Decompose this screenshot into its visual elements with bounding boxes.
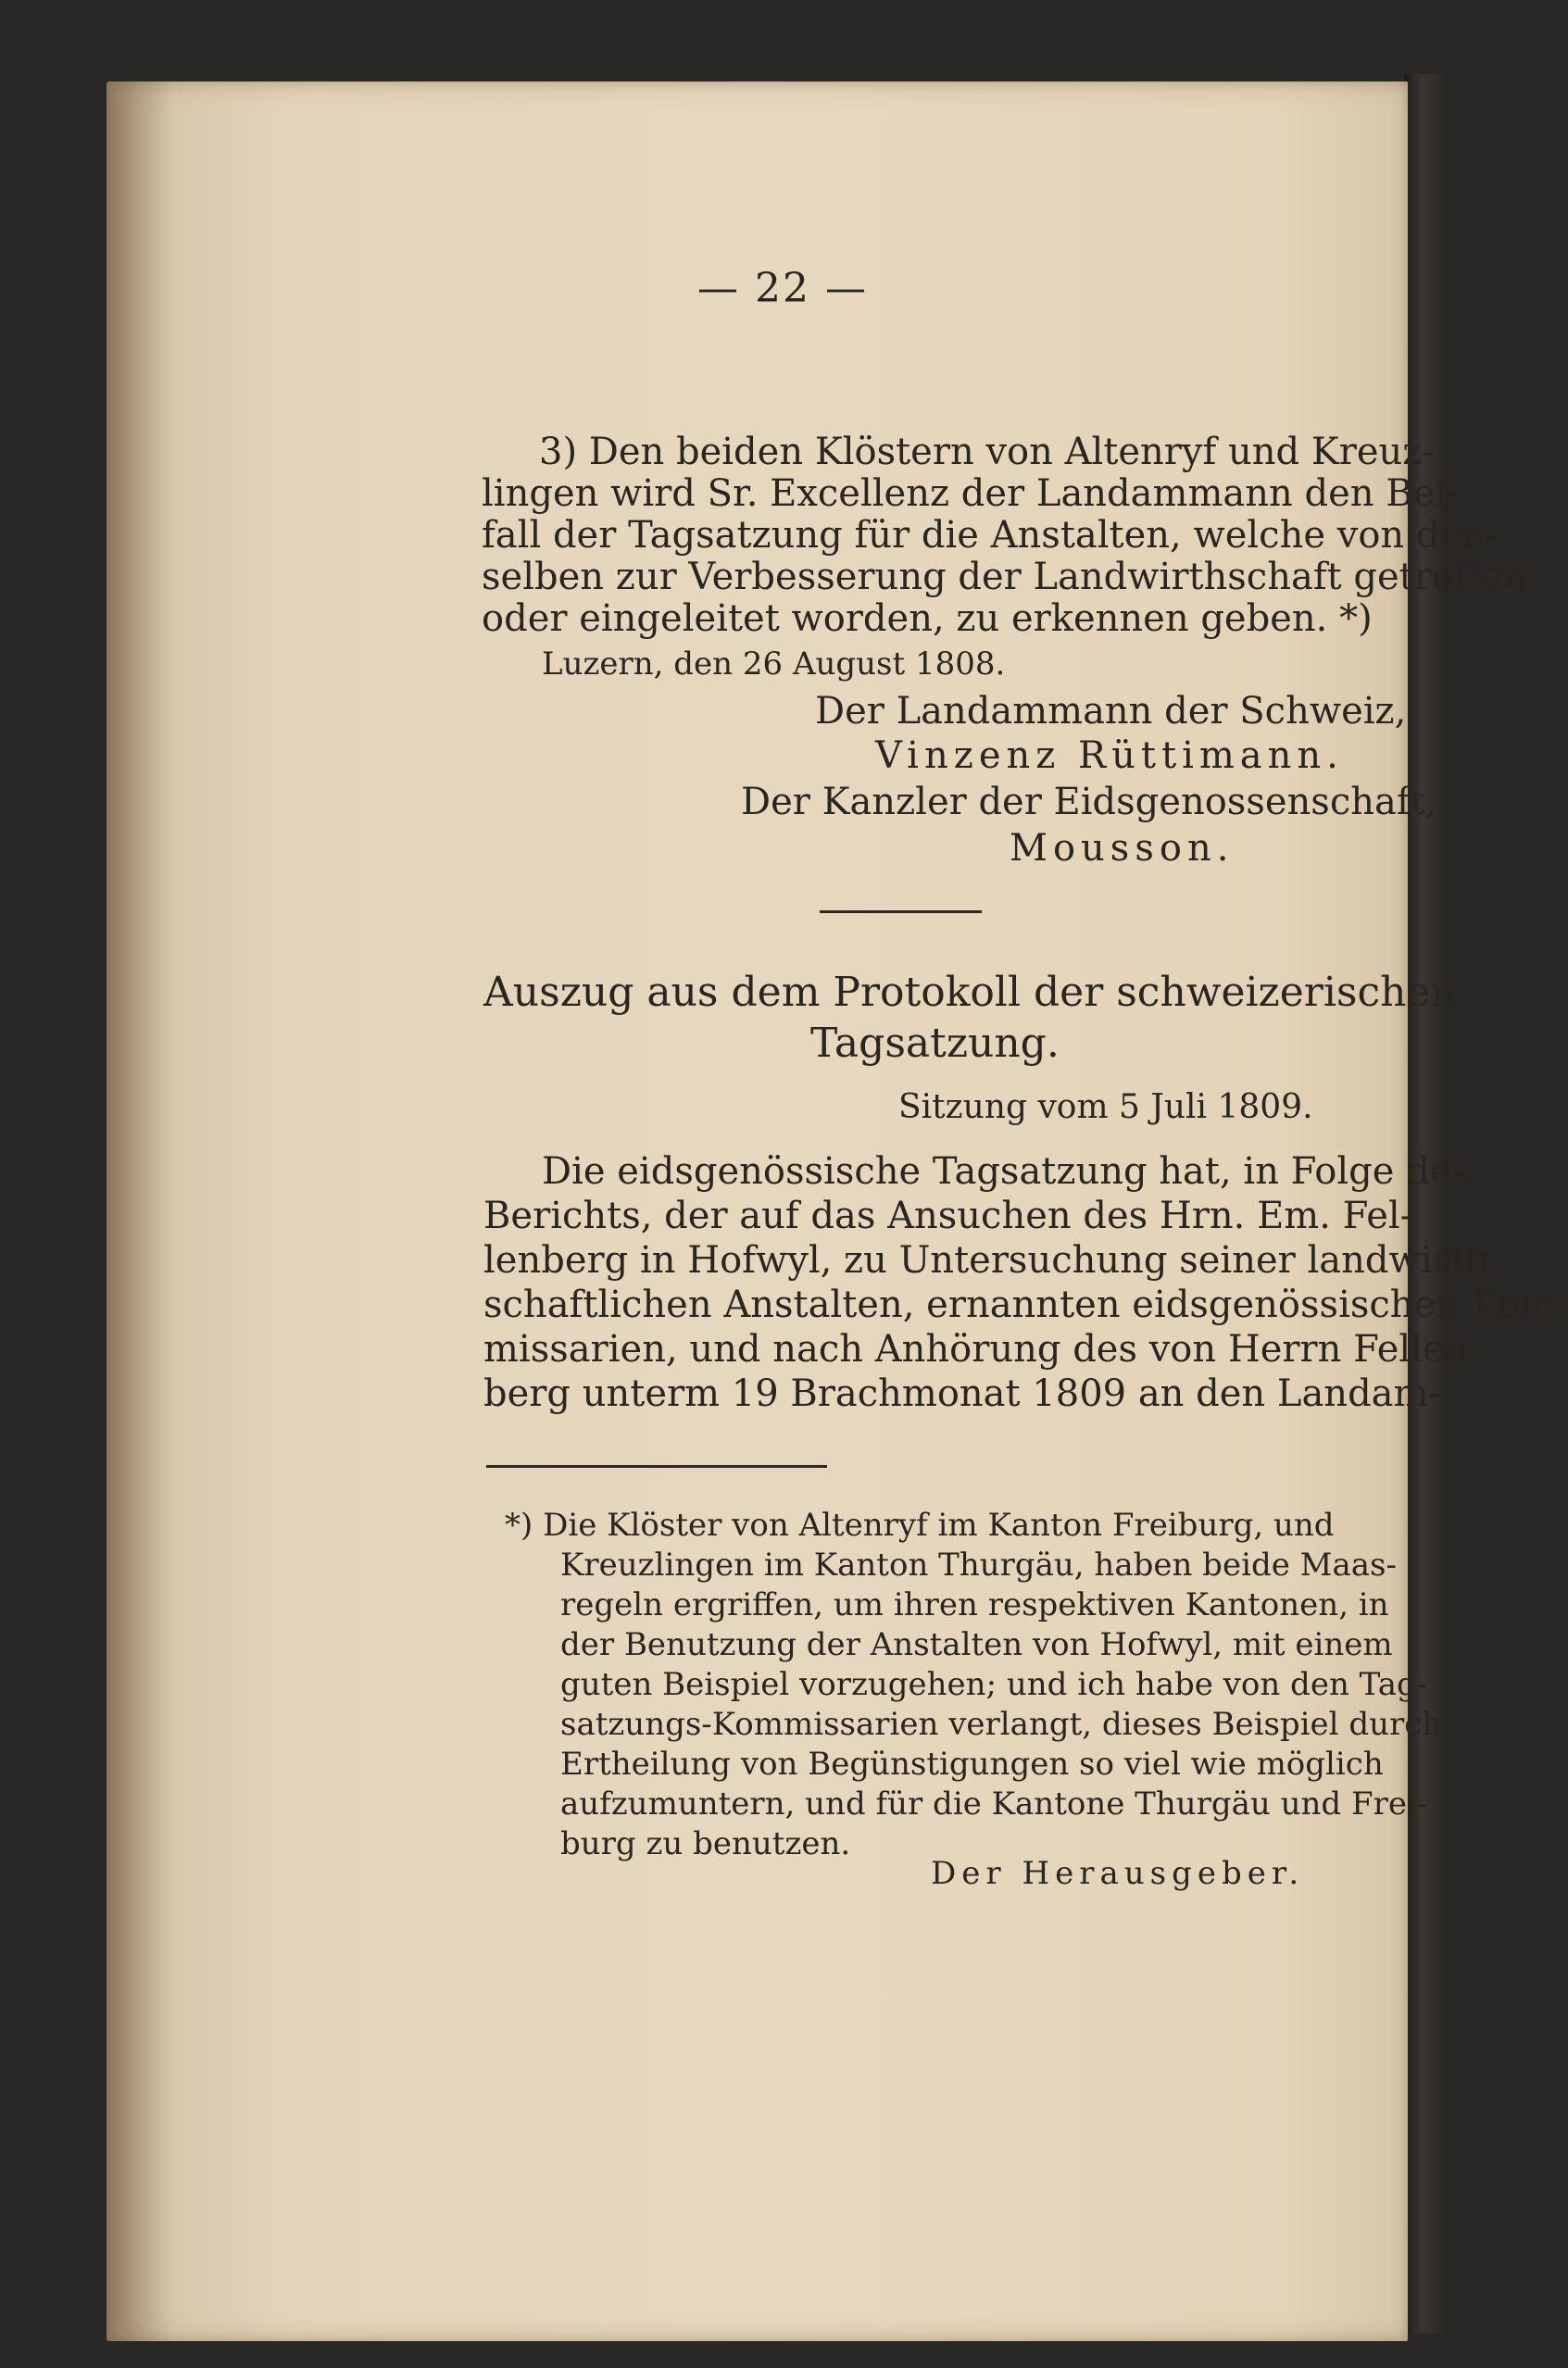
paragraph-line: schaftlichen Anstalten, ernannten eidsgenössischen Kom- [483, 1284, 1568, 1326]
footnote-line: burg zu benutzen. [560, 1825, 851, 1862]
page-gutter-shadow [107, 81, 171, 2341]
footnote-line: Kreuzlingen im Kanton Thurgäu, haben beide Maas- [560, 1547, 1397, 1584]
session-date: Sitzung vom 5 Juli 1809. [898, 1088, 1313, 1126]
footnote-line: der Benutzung der Anstalten von Hofwyl, mit einem [560, 1626, 1393, 1663]
signature-title: Der Landammann der Schweiz, [815, 690, 1407, 733]
footnote-line: regeln ergriffen, um ihren respektiven Kantonen, in [560, 1586, 1389, 1623]
section-divider [820, 910, 982, 913]
paragraph-line: 3) Den beiden Klöstern von Altenryf und Kreuz- [539, 431, 1435, 473]
paragraph-line: lingen wird Sr. Excellenz der Landammann den Bei- [482, 472, 1460, 515]
page-number: — 22 — [697, 265, 868, 312]
footnote-line: satzungs-Kommissarien verlangt, dieses Beispiel durch [560, 1706, 1443, 1743]
paragraph-line: selben zur Verbesserung der Landwirthschaft getroffen [482, 556, 1526, 598]
footnote-line: Ertheilung von Begünstigungen so viel wie möglich [560, 1746, 1384, 1783]
paragraph-line: fall der Tagsatzung für die Anstalten, welche von den- [482, 514, 1499, 557]
paragraph-line: lenberg in Hofwyl, zu Untersuchung seiner landwirth- [483, 1239, 1502, 1282]
paragraph-line: Die eidsgenössische Tagsatzung hat, in Folge des [542, 1150, 1471, 1193]
footnote-line: *) Die Klöster von Altenryf im Kanton Freiburg, und [505, 1507, 1335, 1544]
heading-line: Auszug aus dem Protokoll der schweizerischen [483, 969, 1457, 1016]
paragraph-line: missarien, und nach Anhörung des von Herrn Fellen- [483, 1328, 1481, 1371]
signature-name: Mousson. [1010, 827, 1235, 870]
footnote-signature: Der Herausgeber. [931, 1855, 1305, 1892]
footnote-line: guten Beispiel vorzugehen; und ich habe von den Tag- [560, 1666, 1428, 1703]
footnote-divider [486, 1465, 827, 1468]
signature-name: Vinzenz Rüttimann. [875, 734, 1344, 777]
heading-line: Tagsatzung. [810, 1020, 1060, 1067]
footnote-line: aufzumuntern, und für die Kantone Thurgäu und Frei- [560, 1785, 1428, 1823]
signature-title: Der Kanzler der Eidsgenossenschaft, [741, 781, 1437, 823]
place-date: Luzern, den 26 August 1808. [542, 645, 1006, 683]
paragraph-line: Berichts, der auf das Ansuchen des Hrn. Em. Fel- [483, 1195, 1413, 1237]
paragraph-line: oder eingeleitet worden, zu erkennen geben. *) [482, 597, 1373, 640]
paragraph-line: berg unterm 19 Brachmonat 1809 an den Landam- [483, 1372, 1441, 1415]
